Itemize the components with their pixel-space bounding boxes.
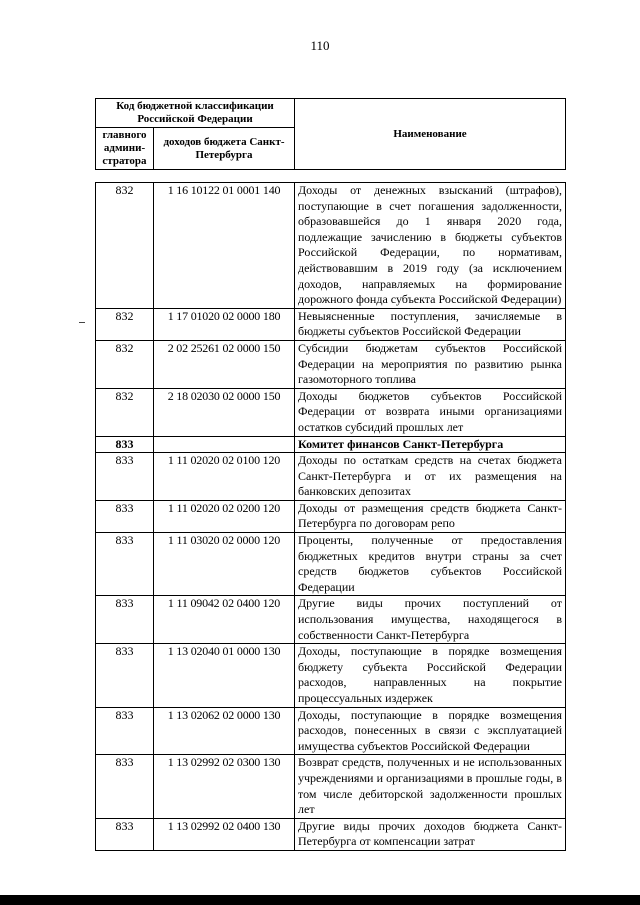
- classification-table-body: [96, 183, 566, 851]
- admin-code-cell: 832: [96, 388, 154, 436]
- admin-code-cell: 832: [96, 340, 154, 388]
- table-row: [96, 388, 566, 436]
- table-row: [96, 596, 566, 644]
- table-row: [96, 500, 566, 532]
- table-row: [96, 308, 566, 340]
- admin-code-cell: 833: [96, 707, 154, 755]
- income-code-cell: 1 17 01020 02 0000 180: [154, 308, 295, 340]
- income-name-cell: Другие виды прочих доходов бюджета Санкт-Петербурга от компенсации затрат: [295, 818, 566, 850]
- admin-code-cell: 833: [96, 596, 154, 644]
- income-name-cell: Доходы от размещения средств бюджета Санкт-Петербурга по договорам репо: [295, 500, 566, 532]
- margin-mark: [79, 322, 85, 323]
- income-code-cell: 2 02 25261 02 0000 150: [154, 340, 295, 388]
- header-name-column: Наименование: [295, 99, 566, 170]
- income-code-cell: 1 13 02992 02 0400 130: [154, 818, 295, 850]
- classification-table: [95, 182, 566, 851]
- table-row: [96, 707, 566, 755]
- header-table: [95, 98, 566, 170]
- table-row: [96, 340, 566, 388]
- admin-code-cell: 833: [96, 818, 154, 850]
- income-name-cell: Субсидии бюджетам субъектов Российской Федерации на мероприятия по развитию рынка газомоторного топлива: [295, 340, 566, 388]
- table-row: [96, 533, 566, 596]
- income-code-cell: 1 11 03020 02 0000 120: [154, 533, 295, 596]
- table-row: [96, 453, 566, 501]
- income-code-cell: 1 16 10122 01 0001 140: [154, 183, 295, 309]
- admin-code-cell: 833: [96, 500, 154, 532]
- header-income-column: доходов бюджета Санкт-Петербурга: [154, 128, 295, 170]
- admin-code-cell: 832: [96, 183, 154, 309]
- table-row: [96, 644, 566, 707]
- income-name-cell: Комитет финансов Санкт-Петербурга: [295, 436, 566, 453]
- income-name-cell: Доходы от денежных взысканий (штрафов), поступающие в счет погашения задолженности, образовавшейся до 1 января 2020 года, подлежащие зачислению в бюджеты субъектов Российской Федерации, по нормативам, действовавшим в 2019 году (за исключением доходов, направляемых на формирование дорожного фонда субъекта Российской Федерации): [295, 183, 566, 309]
- table-row: [96, 183, 566, 309]
- table-row: [96, 436, 566, 453]
- income-name-cell: Доходы, поступающие в порядке возмещения бюджету субъекта Российской Федерации расходов, направленных на покрытие процессуальных издержек: [295, 644, 566, 707]
- admin-code-cell: 833: [96, 453, 154, 501]
- header-admin-column: главного админи-стратора: [96, 128, 154, 170]
- income-name-cell: Невыясненные поступления, зачисляемые в бюджеты субъектов Российской Федерации: [295, 308, 566, 340]
- header-group-title: Код бюджетной классификации Российской Федерации: [96, 99, 295, 128]
- income-name-cell: Возврат средств, полученных и не использованных учреждениями и организациями в прошлые годы, в том числе дебиторской задолженности прошлых лет: [295, 755, 566, 818]
- income-code-cell: [154, 436, 295, 453]
- admin-code-cell: 833: [96, 755, 154, 818]
- income-name-cell: Доходы, поступающие в порядке возмещения расходов, понесенных в связи с эксплуатацией имущества субъектов Российской Федерации: [295, 707, 566, 755]
- income-name-cell: Другие виды прочих поступлений от использования имущества, находящегося в собственности Санкт-Петербурга: [295, 596, 566, 644]
- table-row: [96, 755, 566, 818]
- income-code-cell: 2 18 02030 02 0000 150: [154, 388, 295, 436]
- scan-bottom-edge: [0, 895, 640, 905]
- income-code-cell: 1 11 02020 02 0200 120: [154, 500, 295, 532]
- income-code-cell: 1 13 02992 02 0300 130: [154, 755, 295, 818]
- income-name-cell: Проценты, полученные от предоставления бюджетных кредитов внутри страны за счет средств бюджетов субъектов Российской Федерации: [295, 533, 566, 596]
- income-code-cell: 1 13 02040 01 0000 130: [154, 644, 295, 707]
- admin-code-cell: 832: [96, 308, 154, 340]
- table-row: [96, 818, 566, 850]
- admin-code-cell: 833: [96, 644, 154, 707]
- admin-code-cell: 833: [96, 533, 154, 596]
- income-code-cell: 1 13 02062 02 0000 130: [154, 707, 295, 755]
- income-name-cell: Доходы по остаткам средств на счетах бюджета Санкт-Петербурга и от их размещения на банковских депозитах: [295, 453, 566, 501]
- income-name-cell: Доходы бюджетов субъектов Российской Федерации от возврата иными организациями остатков субсидий прошлых лет: [295, 388, 566, 436]
- admin-code-cell: 833: [96, 436, 154, 453]
- income-code-cell: 1 11 02020 02 0100 120: [154, 453, 295, 501]
- page-number: 110: [310, 38, 330, 53]
- income-code-cell: 1 11 09042 02 0400 120: [154, 596, 295, 644]
